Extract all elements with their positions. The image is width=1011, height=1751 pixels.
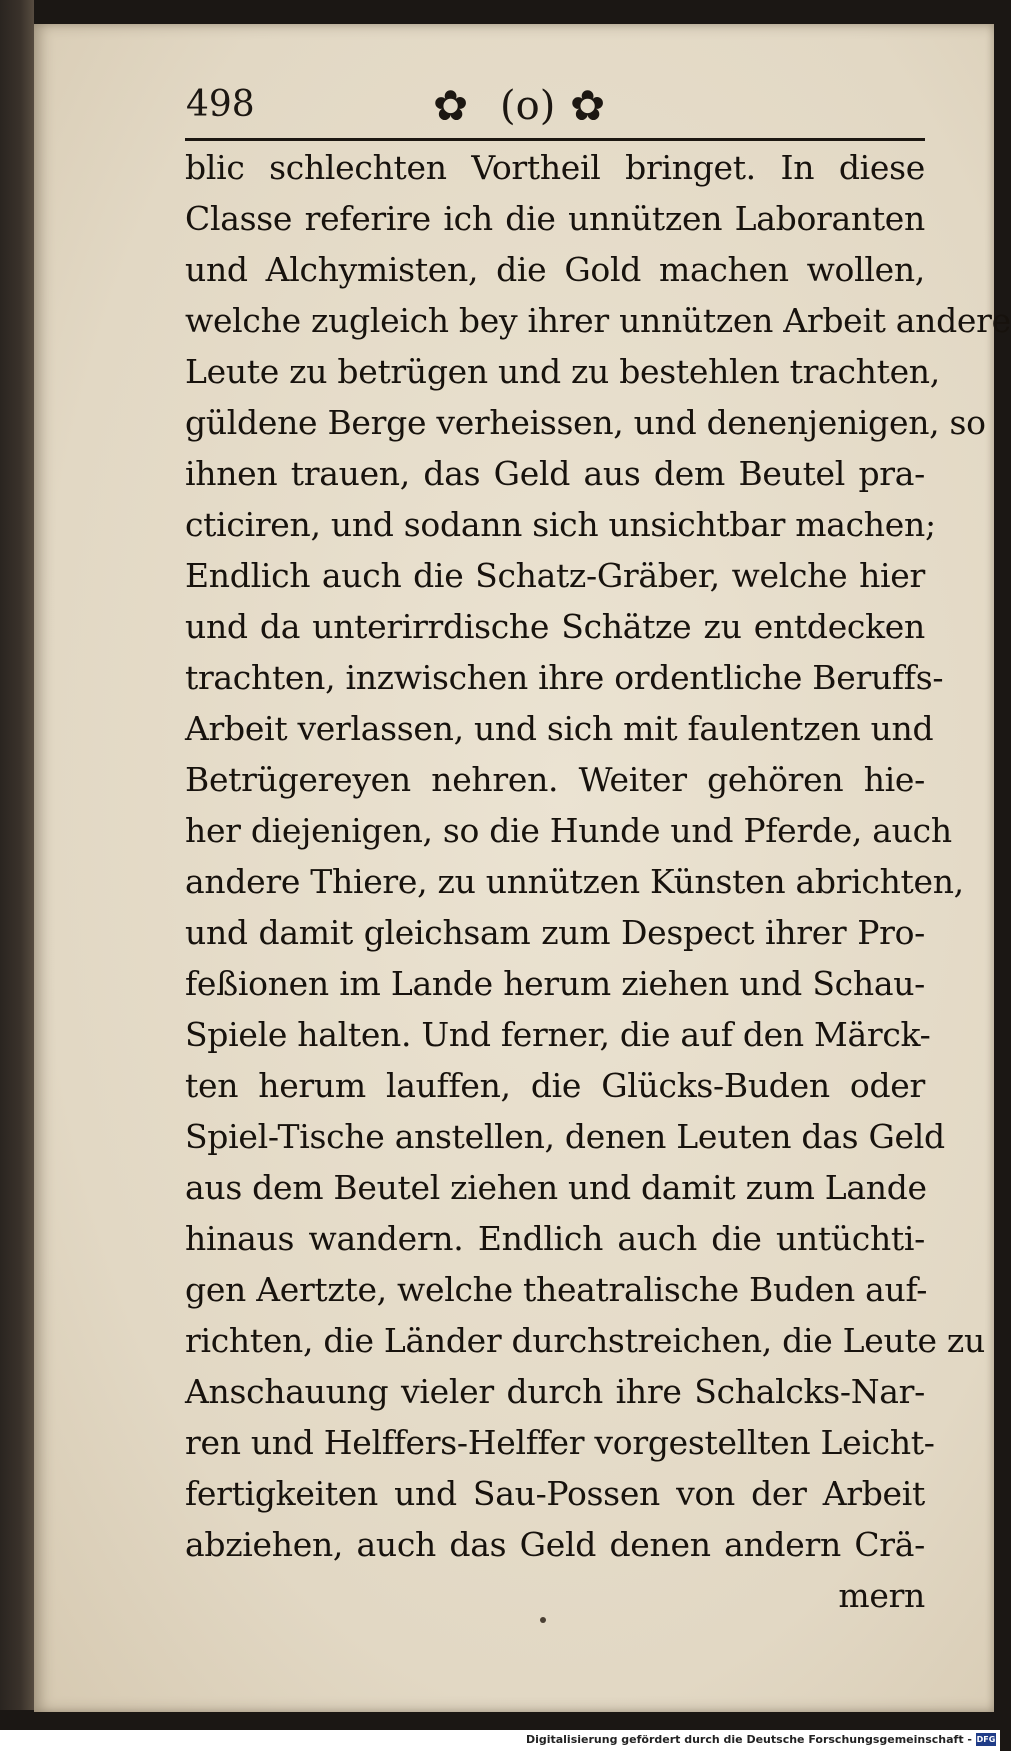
page-number: 498 <box>186 84 255 125</box>
header-rule <box>185 138 925 141</box>
text-line: ihnen trauen, das Geld aus dem Beutel pra- <box>185 454 925 493</box>
text-line: hinaus wandern. Endlich auch die untüchti- <box>185 1219 925 1258</box>
text-line: Classe referire ich die unnützen Laboranten <box>185 199 925 238</box>
catchword: mern <box>838 1576 925 1615</box>
page-header <box>150 60 910 130</box>
footer-bar <box>0 1730 1000 1751</box>
text-line: cticiren, und sodann sich unsichtbar machen; <box>185 505 936 544</box>
text-line: feßionen im Lande herum ziehen und Schau- <box>185 964 925 1003</box>
text-line: her diejenigen, so die Hunde und Pferde, auch <box>185 811 952 850</box>
text-line: Arbeit verlassen, und sich mit faulentzen und <box>185 709 934 748</box>
text-line: und da unterirrdische Schätze zu entdecken <box>185 607 925 646</box>
text-line: andere Thiere, zu unnützen Künsten abrichten, <box>185 862 964 901</box>
text-line: Endlich auch die Schatz-Gräber, welche hier <box>185 556 925 595</box>
text-line: Spiel-Tische anstellen, denen Leuten das Geld <box>185 1117 945 1156</box>
text-line: blic schlechten Vortheil bringet. In diese <box>185 148 925 187</box>
flower-ornament-icon: ✿ <box>433 81 469 130</box>
text-line: und Alchymisten, die Gold machen wollen, <box>185 250 925 289</box>
text-line: abziehen, auch das Geld denen andern Crä- <box>185 1525 925 1564</box>
dfg-logo-icon: DFG <box>976 1735 996 1744</box>
paper-speck <box>540 1617 546 1623</box>
body-text <box>185 142 1011 1621</box>
text-line: Spiele halten. Und ferner, die auf den Märck- <box>185 1015 931 1054</box>
text-line: gen Aertzte, welche theatralische Buden auf- <box>185 1270 928 1309</box>
text-line: Betrügereyen nehren. Weiter gehören hie- <box>185 760 925 799</box>
text-line: und damit gleichsam zum Despect ihrer Pro- <box>185 913 925 952</box>
funding-credit: Digitalisierung gefördert durch die Deutsche Forschungsgemeinschaft - <box>525 1733 972 1746</box>
text-line: fertigkeiten und Sau-Possen von der Arbeit <box>185 1474 925 1513</box>
text-line: Anschauung vieler durch ihre Schalcks-Nar- <box>185 1372 925 1411</box>
text-line: Leute zu betrügen und zu bestehlen trachten, <box>185 352 940 391</box>
text-line: trachten, inzwischen ihre ordentliche Beruffs- <box>185 658 944 697</box>
text-line: ren und Helffers-Helffer vorgestellten Leicht- <box>185 1423 935 1462</box>
text-line: welche zugleich bey ihrer unnützen Arbeit andere <box>185 301 1011 340</box>
text-line: richten, die Länder durchstreichen, die Leute zu <box>185 1321 985 1360</box>
header-center-mark: (o) <box>500 83 556 129</box>
text-line: ten herum lauffen, die Glücks-Buden oder <box>185 1066 925 1105</box>
flower-ornament-icon: ✿ <box>570 81 606 130</box>
text-line: güldene Berge verheissen, und denenjenigen, so <box>185 403 986 442</box>
book-spine-edge <box>0 0 34 1710</box>
text-line: aus dem Beutel ziehen und damit zum Lande <box>185 1168 927 1207</box>
